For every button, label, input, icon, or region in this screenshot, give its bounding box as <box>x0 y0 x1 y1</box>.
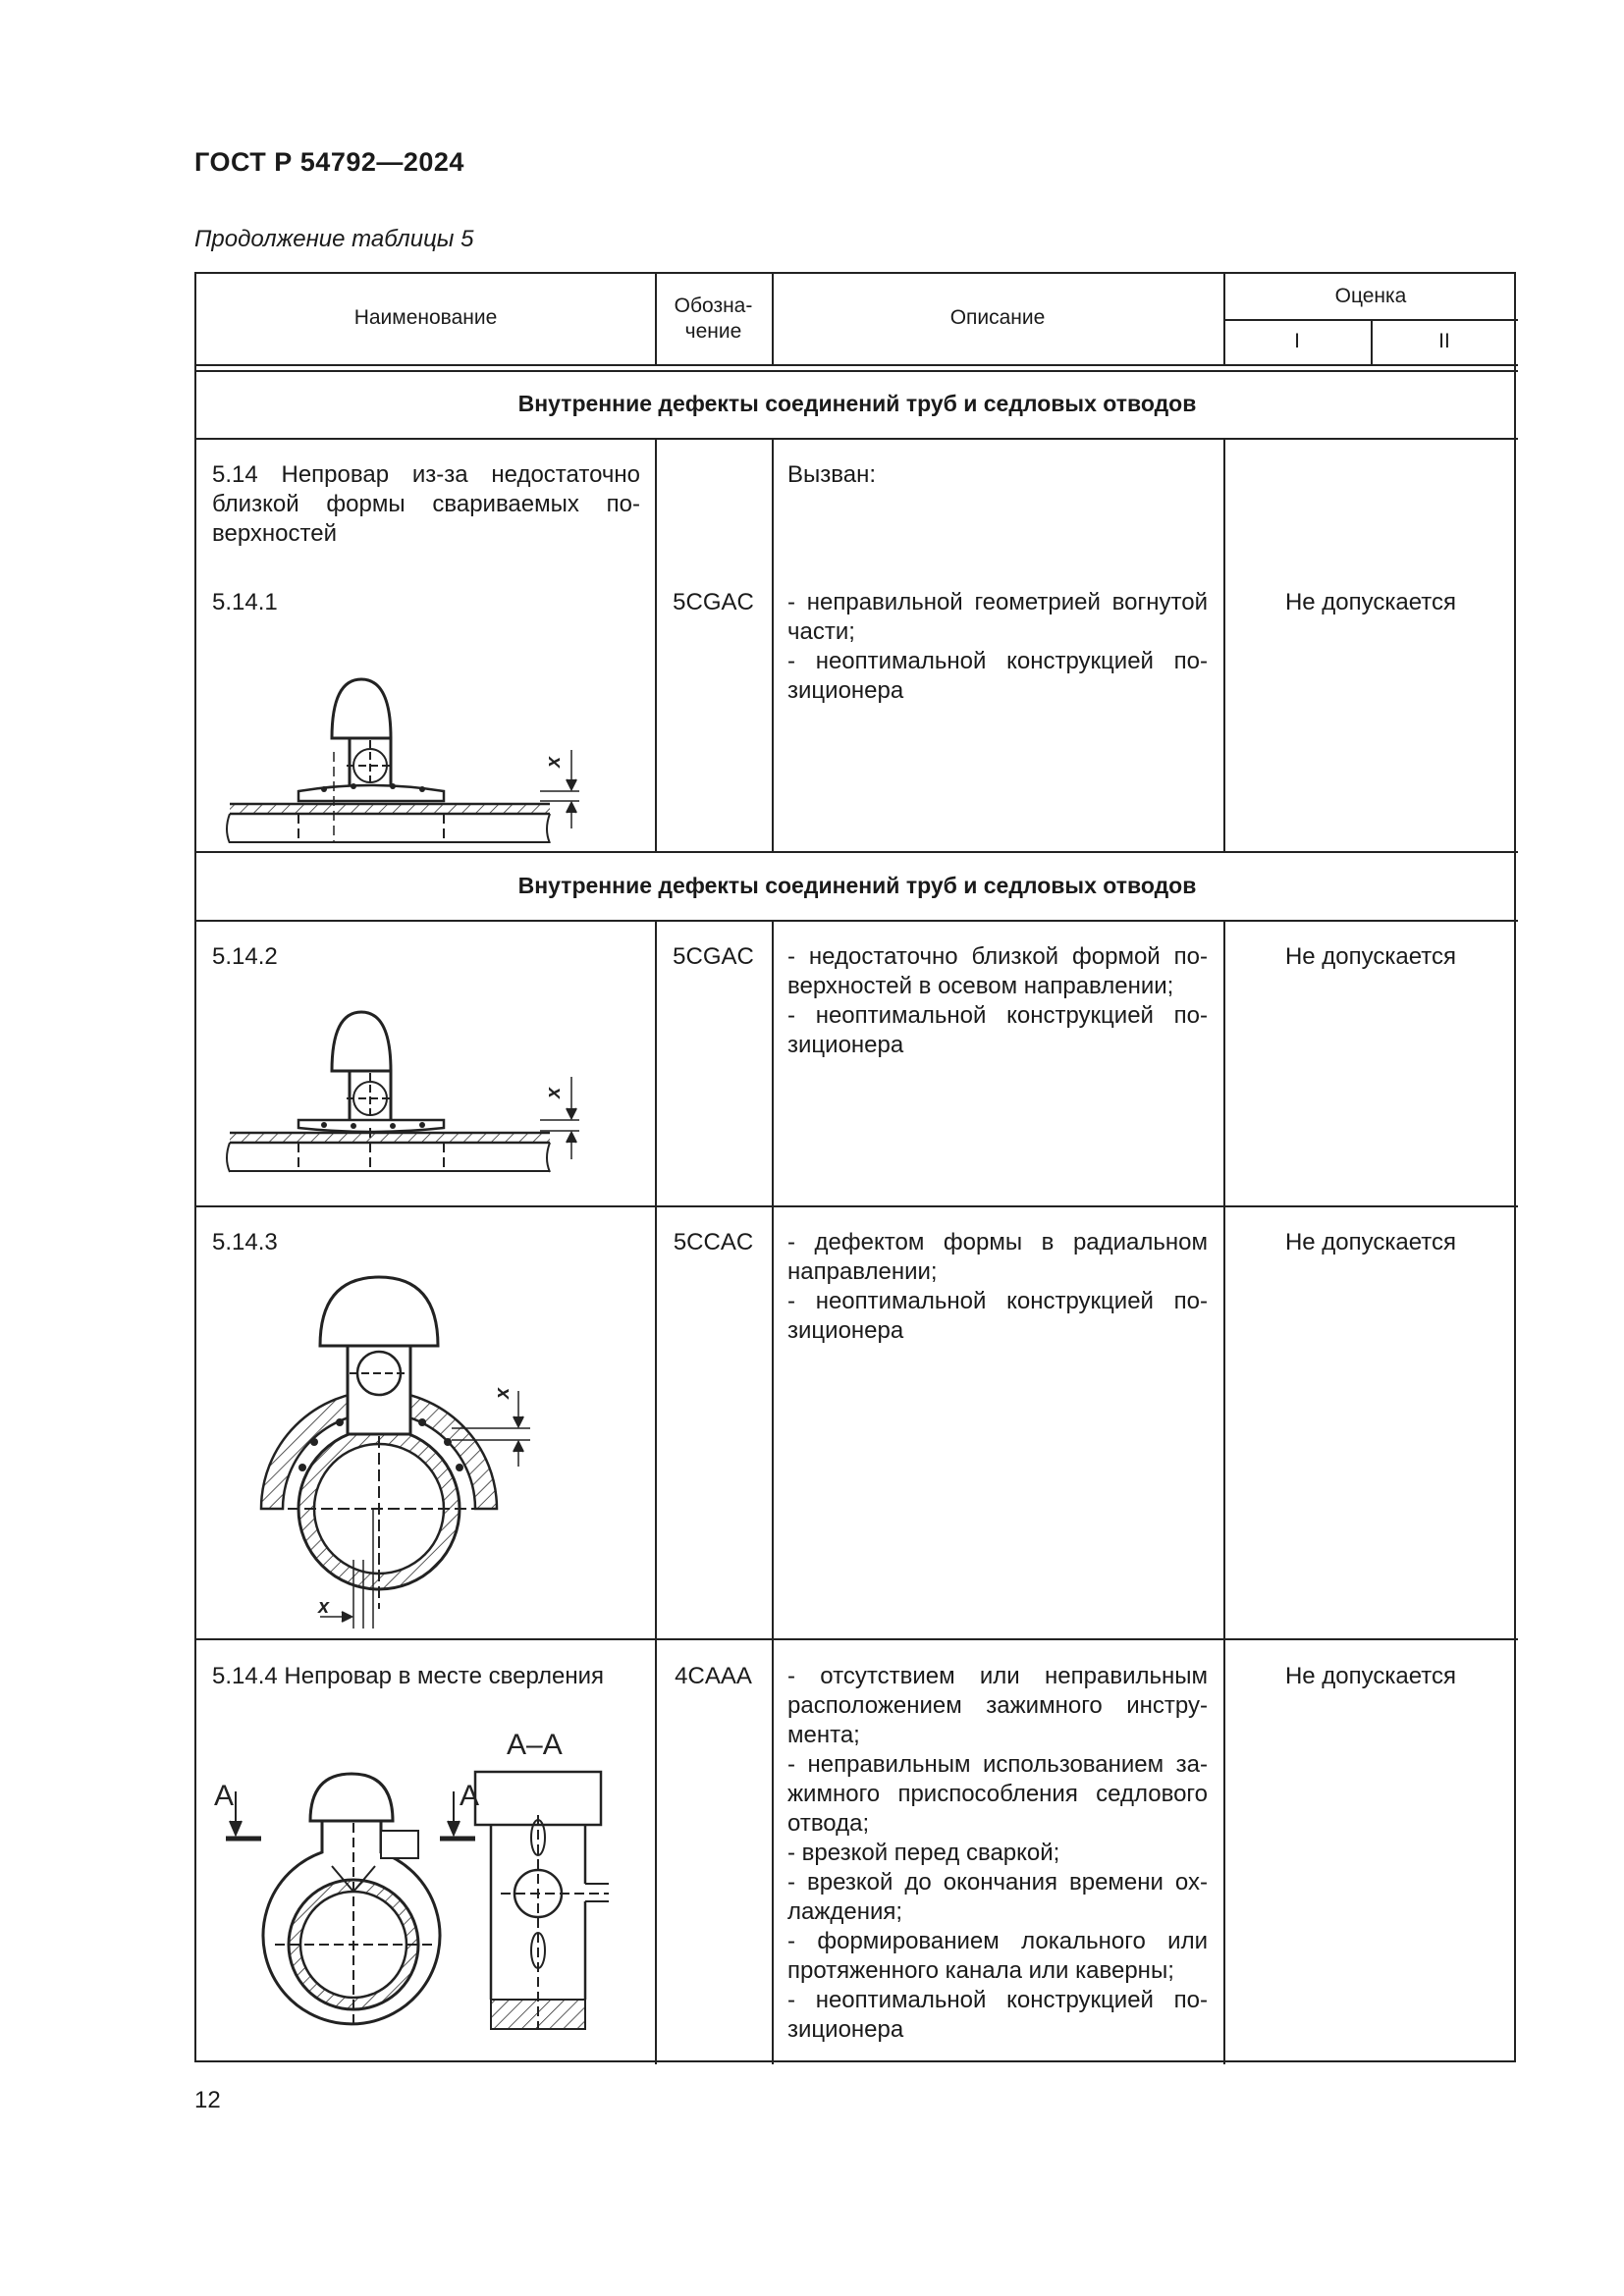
description-item: - неоптимальной конструкцией позиционера <box>787 1002 1208 1058</box>
row-subnumber: 5.14.2 <box>212 943 278 970</box>
row-name: 5.14 Непровар из-за недостаточно близкой формы свариваемых поверхностей <box>212 461 640 547</box>
dimension-label: x <box>543 756 565 768</box>
description-item: - врезкой до окончания времени охлаждения; <box>787 1869 1208 1925</box>
figure-5-14-2 <box>216 1000 628 1201</box>
row-rating: Не допускается <box>1284 589 1457 615</box>
table-continuation-caption: Продолжение таблицы 5 <box>194 226 474 252</box>
page-number: 12 <box>194 2087 221 2113</box>
description-item: - неправильным использованием зажимного приспособления седлового отвода; <box>787 1751 1208 1837</box>
row-description <box>787 588 1208 706</box>
description-item: - неоптимальной конструкцией позиционера <box>787 1987 1208 2043</box>
header-rating-2: II <box>1438 330 1450 352</box>
description-item: - неоптимальной конструкцией позиционера <box>787 648 1208 704</box>
row-subnumber: 5.14.1 <box>212 589 278 615</box>
description-item: - недостаточно близкой формой поверхностей в осевом направлении; <box>787 943 1208 999</box>
row-description <box>787 942 1208 1060</box>
row-subnumber: 5.14.3 <box>212 1229 278 1255</box>
row-rating: Не допускается <box>1284 943 1457 970</box>
section-mark-label: A <box>214 1780 235 1812</box>
figure-5-14-1 <box>216 642 628 843</box>
description-item: - дефектом формы в радиальном направлении; <box>787 1229 1208 1285</box>
description-item: - неоптимальной конструкцией позиционера <box>787 1288 1208 1344</box>
row-code: 5CCAC <box>673 1229 754 1255</box>
dimension-label: x <box>318 1596 330 1618</box>
dimension-label: x <box>543 1087 565 1098</box>
header-rating-1: I <box>1294 330 1300 352</box>
header-designation: Обозна- чение <box>674 294 753 343</box>
figure-5-14-3 <box>206 1265 638 1633</box>
header-description: Описание <box>949 306 1046 329</box>
dimension-label: x <box>492 1387 514 1399</box>
defects-table <box>194 272 1516 2062</box>
description-item: - врезкой перед сваркой; <box>787 1840 1060 1866</box>
row-code: 5CGAC <box>673 943 754 970</box>
description-item: - формированием локального или протяженного канала или каверны; <box>787 1928 1208 1984</box>
section-title: Внутренние дефекты соединений труб и седловых отводов <box>517 873 1197 898</box>
row-rating: Не допускается <box>1284 1229 1457 1255</box>
row-code: 4CAAA <box>675 1663 752 1689</box>
row-description <box>787 1228 1208 1346</box>
row-rating: Не допускается <box>1284 1663 1457 1689</box>
row-code: 5CGAC <box>673 589 754 615</box>
header-rating: Оценка <box>1334 285 1407 307</box>
figure-5-14-4 <box>206 1705 648 2049</box>
row-description-lead: Вызван: <box>787 461 877 488</box>
section-mark-label: A <box>460 1780 480 1812</box>
section-title: Внутренние дефекты соединений труб и седловых отводов <box>517 391 1197 416</box>
header-name: Наименование <box>353 306 498 329</box>
row-subnumber: 5.14.4 Непровар в месте сверления <box>212 1663 604 1689</box>
standard-id: ГОСТ Р 54792—2024 <box>194 147 464 177</box>
section-view-label: A–A <box>507 1729 563 1761</box>
description-item: - неправильной геометрией вогнутой части; <box>787 589 1208 645</box>
description-item: - отсутствием или неправильным расположением зажимного инструмента; <box>787 1663 1208 1748</box>
row-description <box>787 1662 1208 2045</box>
